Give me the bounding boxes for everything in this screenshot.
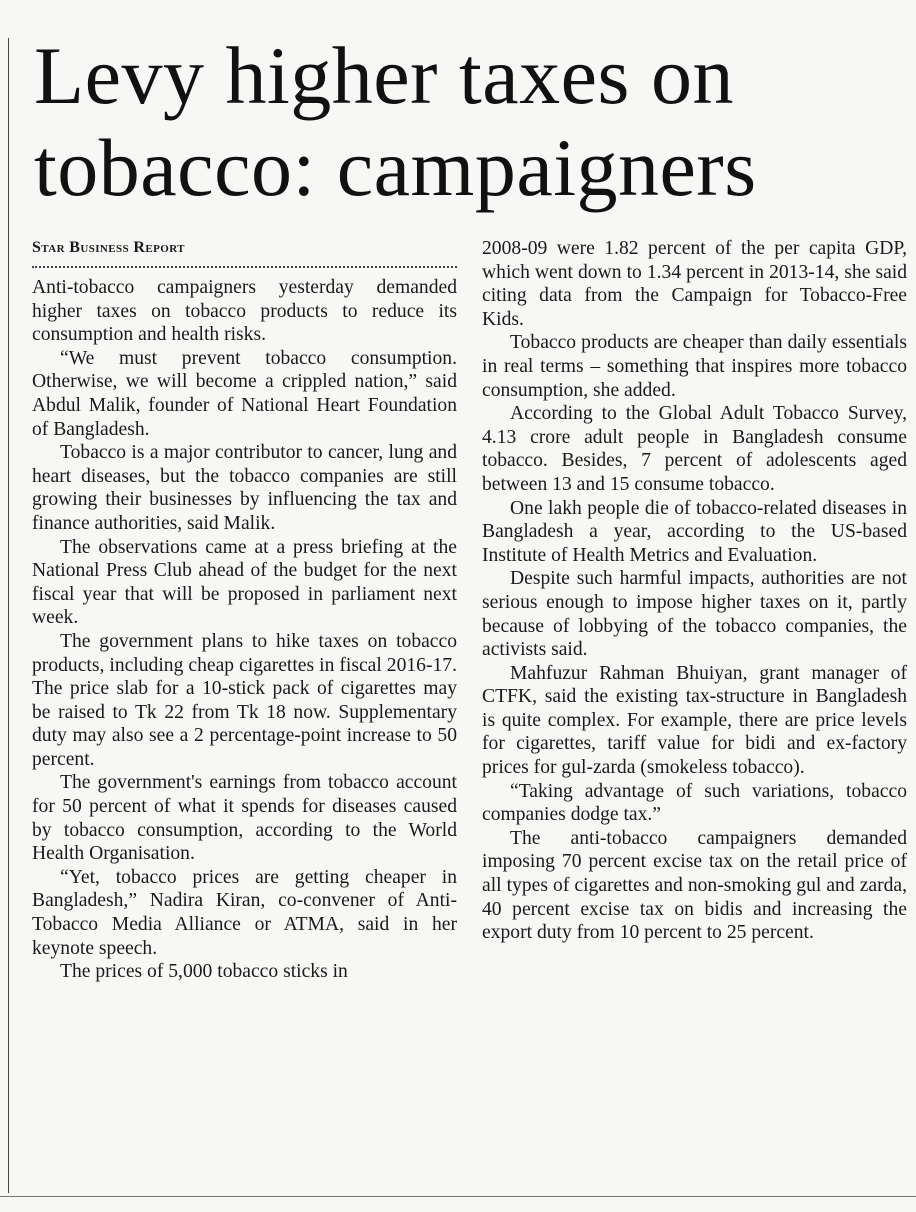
paragraph: Anti-tobacco campaigners yesterday demanded higher taxes on tobacco products to reduce its consumption and health risks.: [32, 277, 457, 346]
dotted-divider: [32, 266, 457, 268]
bottom-rule: [0, 1196, 916, 1197]
paragraph: “Taking advantage of such variations, tobacco companies dodge tax.”: [482, 780, 907, 826]
paragraph: Tobacco products are cheaper than daily essentials in real terms – something that inspires more tobacco consumption, she added.: [482, 332, 907, 401]
paragraph: The government's earnings from tobacco account for 50 percent of what it spends for diseases caused by tobacco consumption, according to the World Health Organisation.: [32, 772, 457, 865]
paragraph: 2008-09 were 1.82 percent of the per capita GDP, which went down to 1.34 percent in 2013-14, she said citing data from the Campaign for Tobacco-Free Kids.: [482, 238, 907, 330]
paragraph: “Yet, tobacco prices are getting cheaper in Bangladesh,” Nadira Kiran, co-convener of Anti-Tobacco Media Alliance or ATMA, said in her keynote speech.: [32, 866, 457, 959]
paragraph: Mahfuzur Rahman Bhuiyan, grant manager of CTFK, said the existing tax-structure in Bangladesh is quite complex. For example, there are price levels for cigarettes, tariff value for bidi and ex-factory prices for gul-zarda (smokeless tobacco).: [482, 662, 907, 779]
left-column-rule: [8, 38, 9, 1193]
paragraph: “We must prevent tobacco consumption. Otherwise, we will become a crippled nation,” said Abdul Malik, founder of National Heart Foundation of Bangladesh.: [32, 347, 457, 440]
article-column-right: [482, 237, 907, 945]
paragraph: The prices of 5,000 tobacco sticks in: [60, 961, 348, 983]
paragraph: Despite such harmful impacts, authorities are not serious enough to impose higher taxes on it, partly because of lobbying of the tobacco companies, the activists said.: [482, 568, 907, 661]
paragraph: The government plans to hike taxes on tobacco products, including cheap cigarettes in fiscal 2016-17. The price slab for a 10-stick pack of cigarettes may be raised to Tk 22 from Tk 18 now. Supplementary duty may also see a 2 percentage-point increase to 50 percent.: [32, 630, 457, 770]
byline: Star Business Report: [32, 239, 185, 256]
paragraph: The anti-tobacco campaigners demanded imposing 70 percent excise tax on the retail price of all types of cigarettes and non-smoking gul and zarda, 40 percent excise tax on bidis and increasing the export duty from 10 percent to 25 percent.: [482, 827, 907, 944]
paragraph: The observations came at a press briefing at the National Press Club ahead of the budget for the next fiscal year that will be proposed in parliament next week.: [32, 536, 457, 629]
paragraph: One lakh people die of tobacco-related diseases in Bangladesh a year, according to the US-based Institute of Health Metrics and Evaluation.: [482, 497, 907, 566]
article-column-left: [32, 236, 457, 984]
paragraph: According to the Global Adult Tobacco Survey, 4.13 crore adult people in Bangladesh consume tobacco. Besides, 7 percent of adolescents aged between 13 and 15 consume tobacco.: [482, 403, 907, 495]
headline: Levy higher taxes on tobacco: campaigners: [34, 30, 757, 213]
paragraph: Tobacco is a major contributor to cancer, lung and heart diseases, but the tobacco companies are still growing their businesses by influencing the tax and finance authorities, said Malik.: [32, 442, 457, 534]
